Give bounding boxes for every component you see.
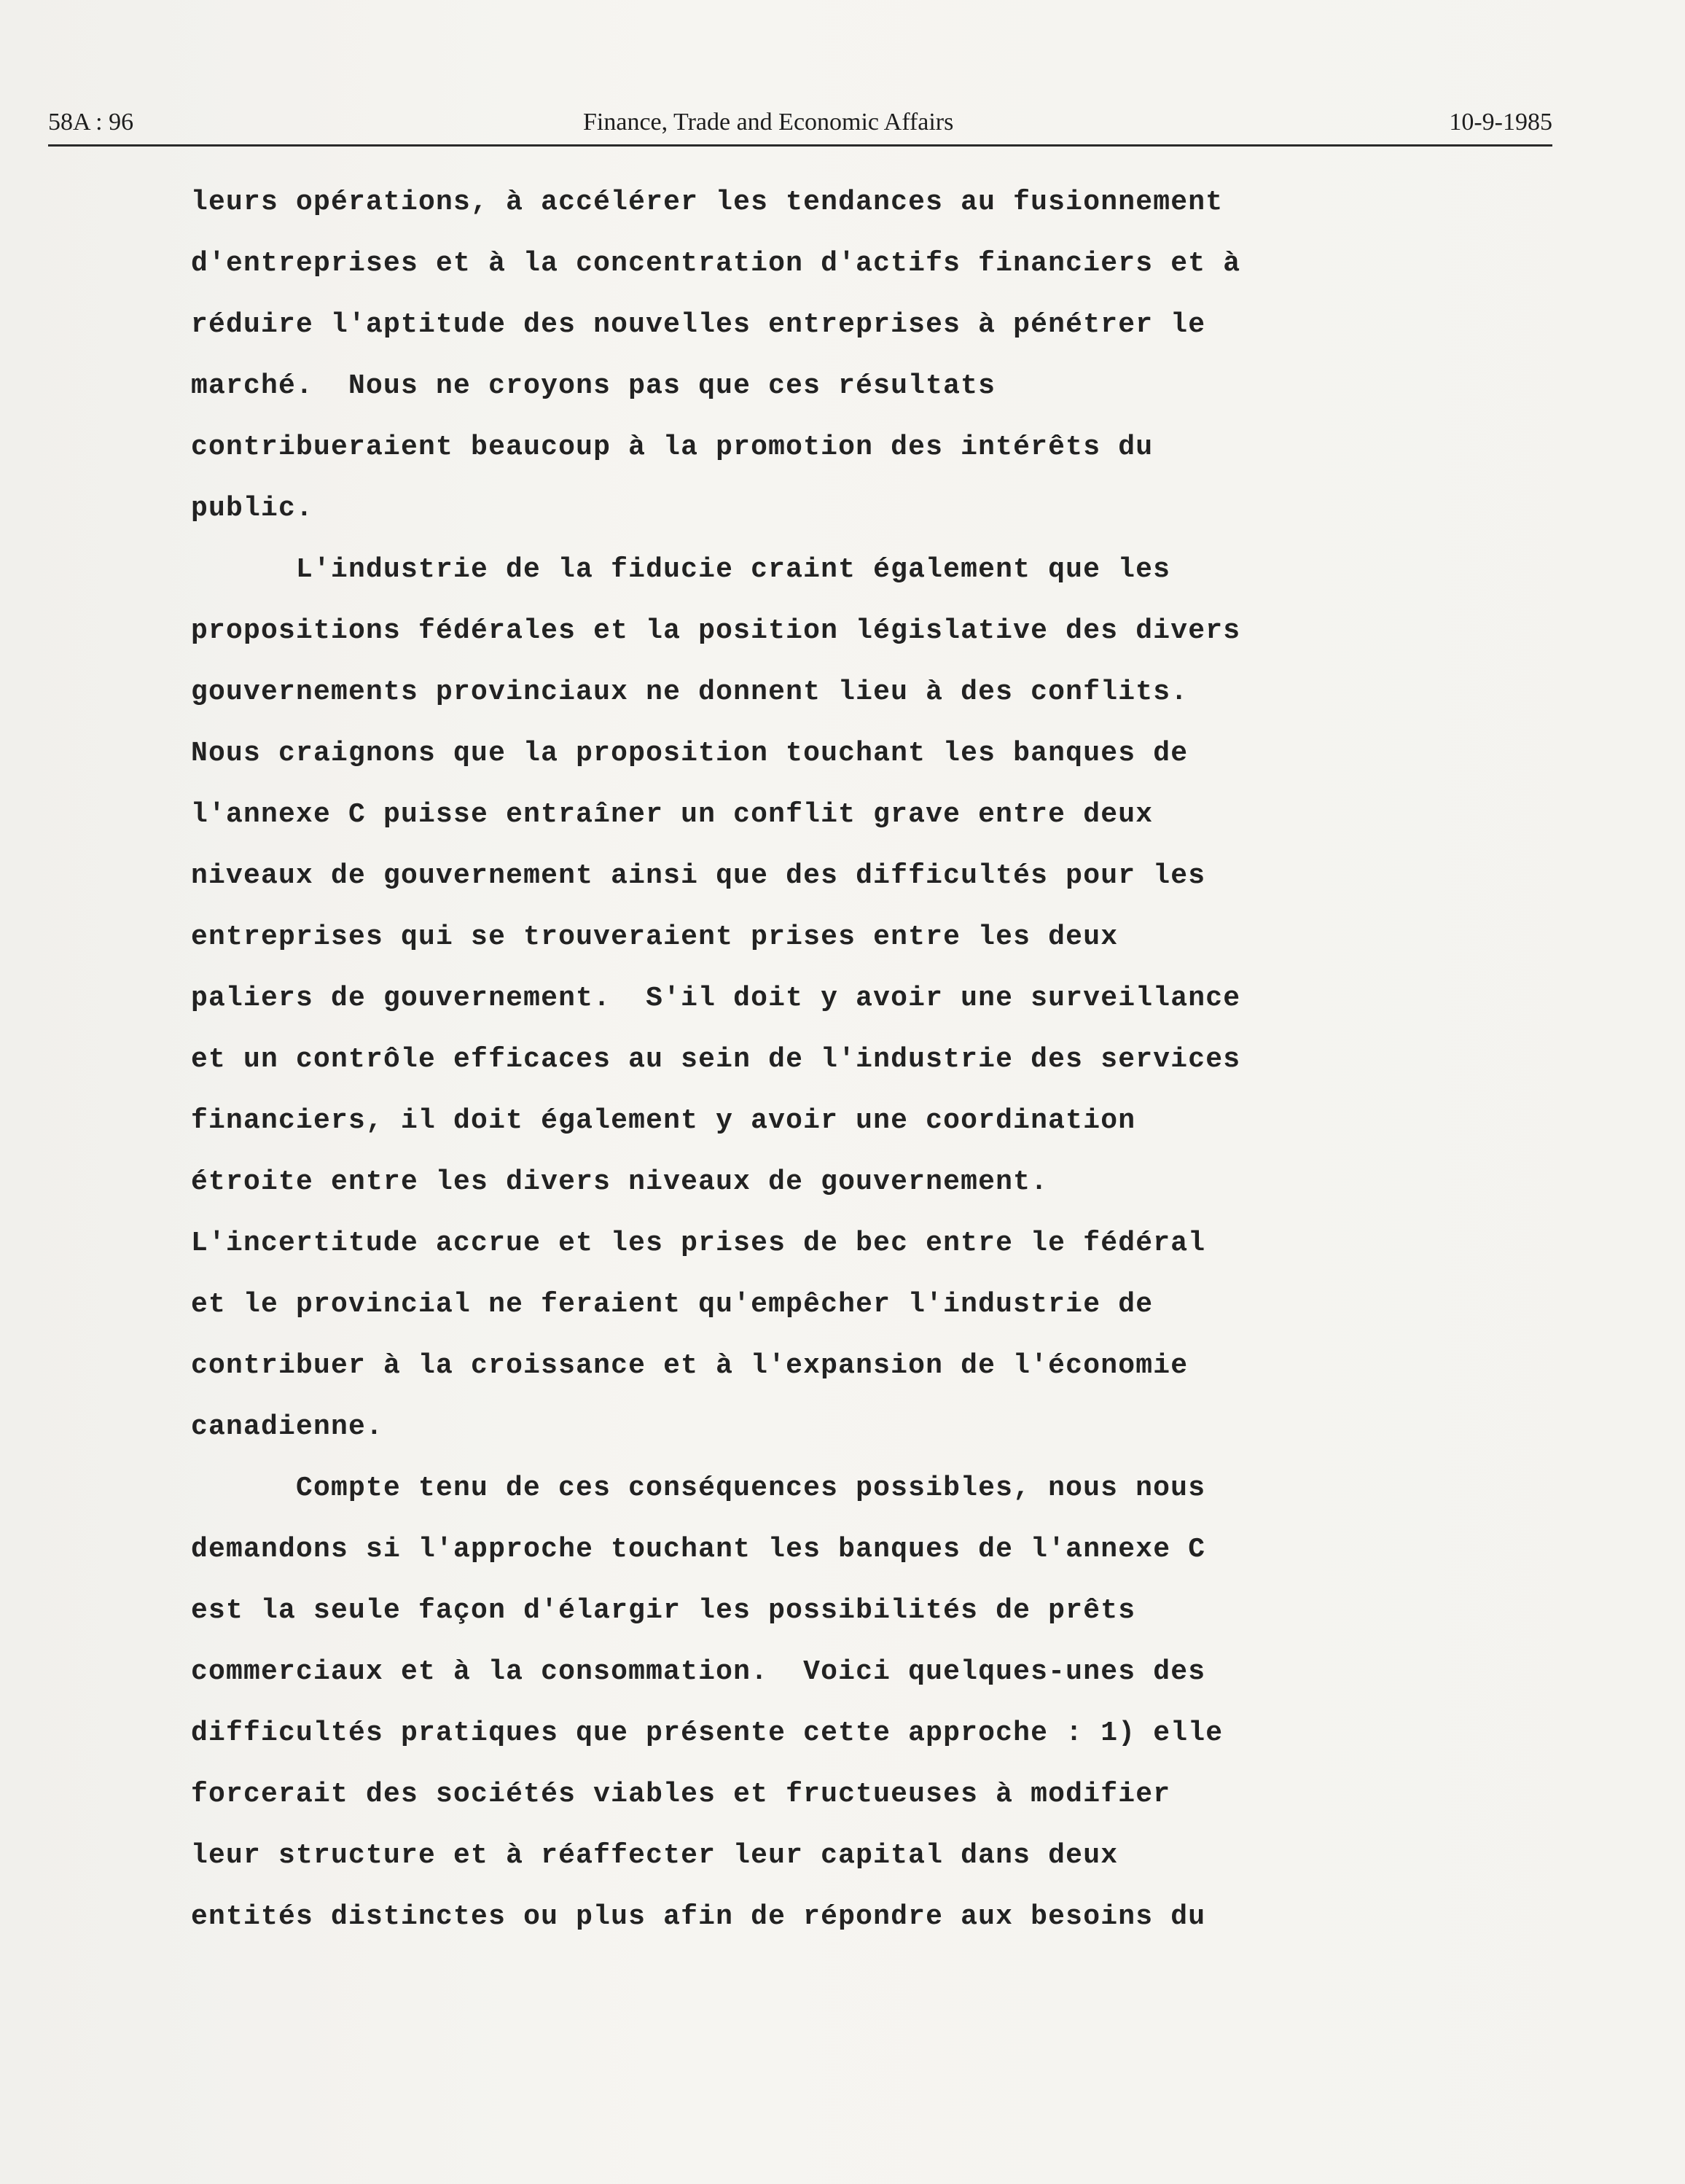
text-line: Nous craignons que la proposition touchant les banques de [191, 738, 1189, 769]
text-line: demandons si l'approche touchant les banques de l'annexe C [191, 1534, 1206, 1565]
text-line: l'annexe C puisse entraîner un conflit grave entre deux [191, 799, 1154, 830]
page-header [48, 102, 1552, 147]
header-title: Finance, Trade and Economic Affairs [583, 109, 954, 136]
text-line: propositions fédérales et la position législative des divers [191, 615, 1241, 647]
text-line: canadienne. [191, 1411, 384, 1443]
text-line: est la seule façon d'élargir les possibilités de prêts [191, 1595, 1136, 1626]
text-line: et un contrôle efficaces au sein de l'industrie des services [191, 1044, 1241, 1075]
text-line: étroite entre les divers niveaux de gouvernement. [191, 1166, 1049, 1198]
text-line: marché. Nous ne croyons pas que ces résultats [191, 370, 996, 402]
text-line: Compte tenu de ces conséquences possibles, nous nous [296, 1473, 1206, 1504]
text-line: entités distinctes ou plus afin de répondre aux besoins du [191, 1901, 1206, 1933]
text-line: leurs opérations, à accélérer les tendances au fusionnement [191, 187, 1224, 218]
text-line: contribuer à la croissance et à l'expansion de l'économie [191, 1350, 1189, 1381]
text-line: gouvernements provinciaux ne donnent lieu à des conflits. [191, 676, 1189, 708]
text-line: niveaux de gouvernement ainsi que des difficultés pour les [191, 860, 1206, 892]
body-text [191, 172, 1532, 1948]
text-line: entreprises qui se trouveraient prises entre les deux [191, 921, 1119, 953]
header-date: 10-9-1985 [1449, 109, 1552, 136]
text-line: forcerait des sociétés viables et fructueuses à modifier [191, 1779, 1171, 1810]
text-line: L'industrie de la fiducie craint également que les [296, 554, 1171, 585]
text-line: et le provincial ne feraient qu'empêcher l'industrie de [191, 1289, 1154, 1320]
text-line: difficultés pratiques que présente cette approche : 1) elle [191, 1717, 1224, 1749]
text-line: financiers, il doit également y avoir une coordination [191, 1105, 1136, 1136]
text-line: d'entreprises et à la concentration d'actifs financiers et à [191, 248, 1241, 279]
page-number: 58A : 96 [48, 109, 134, 136]
text-line: paliers de gouvernement. S'il doit y avoir une surveillance [191, 983, 1241, 1014]
text-line: réduire l'aptitude des nouvelles entreprises à pénétrer le [191, 309, 1206, 340]
text-line: L'incertitude accrue et les prises de bec entre le fédéral [191, 1228, 1206, 1259]
text-line: public. [191, 493, 314, 524]
text-line: contribueraient beaucoup à la promotion des intérêts du [191, 432, 1154, 463]
text-line: leur structure et à réaffecter leur capital dans deux [191, 1840, 1119, 1871]
text-line: commerciaux et à la consommation. Voici quelques-unes des [191, 1656, 1206, 1688]
